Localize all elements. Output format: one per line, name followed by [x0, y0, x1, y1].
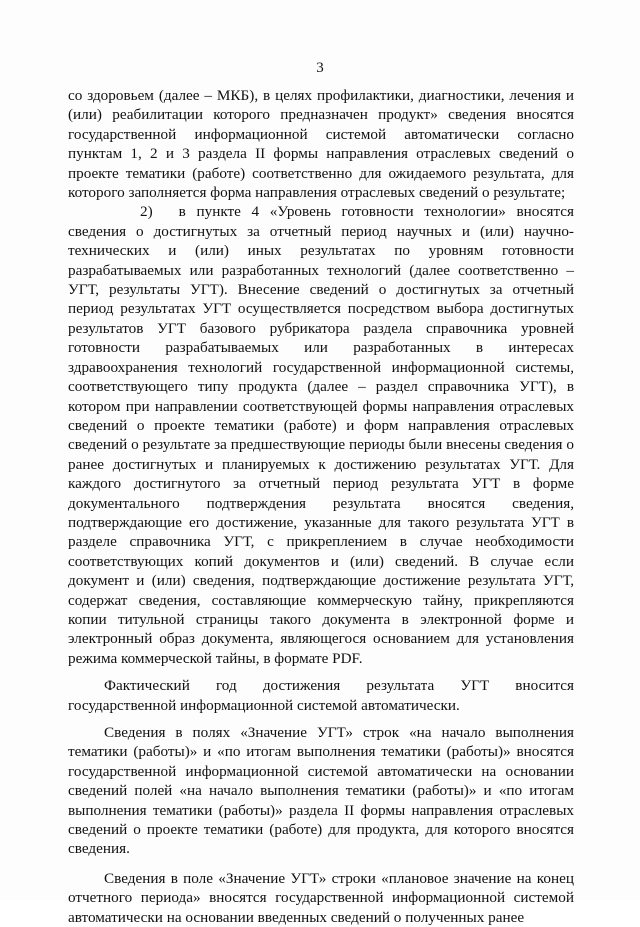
paragraph-ugt-values: Сведения в полях «Значение УГТ» строк «на начало выполнения тематики (работы)» и «по итогам выполнения тематики (работы)» вносятся государственной информационной системой автоматически на основании сведений полей «на начало выполнения тематики (работы)» и «по итогам выполнения тематики (работы)» раздела II формы направления отраслевых сведений о проекте тематики (работе) для продукта, для которого вносятся сведения.	[68, 724, 574, 858]
list-item-text: в пункте 4 «Уровень готовности технологии» вносятся сведения о достигнутых за отчетный период научных и (или) научно-технических и (или) иных результатах по уровням готовности разрабатываемых или разработанных технологий (далее соответственно – УГТ, результаты УГТ). Внесение сведений о достигнутых за отчетный период результатах УГТ осуществляется посредством выбора достигнутых результатов УГТ базового рубрикатора раздела справочника уровней готовности разрабатываемых или разработанных в интересах здравоохранения технологий государственной информационной системы, соответствующего типу продукта (далее – раздел справочника УГТ), в котором при направлении соответствующей формы направления отраслевых сведений о проекте тематики (работе) и форм направления отраслевых сведений о результате за предшествующие периоды были внесены сведения о ранее достигнутых и планируемых к достижению результатах УГТ. Для каждого достигнутого за отчетный период результата УГТ в форме документального подтверждения результата вносятся сведения, подтверждающие его достижение, указанные для такого результата УГТ в разделе справочника УГТ, с прикреплением в случае необходимости соответствующих копий документов и (или) сведений. В случае если документ и (или) сведения, подтверждающие достижение результата УГТ, содержат сведения, составляющие коммерческую тайну, прикрепляются копии титульной страницы такого документа в электронной форме и электронный образ документа, являющегося основанием для установления режима коммерческой тайны, в формате PDF.	[68, 203, 574, 667]
page-number: 3	[316, 60, 324, 76]
paragraph-continuation: со здоровьем (далее – МКБ), в целях профилактики, диагностики, лечения и (или) реабилитации которого предназначен продукт» сведения вносятся государственной информационной системой автоматически согласно пунктам 1, 2 и 3 раздела II формы направления отраслевых сведений о проекте тематики (работе) соответственно для ожидаемого результата, для которого заполняется форма направления отраслевых сведений о результате;	[68, 87, 574, 202]
paragraph-planned-value: Сведения в поле «Значение УГТ» строки «плановое значение на конец отчетного периода» вносятся государственной информационной системой автоматически на основании введенных сведений о полученных ранее	[68, 869, 574, 926]
document-body	[68, 86, 574, 927]
list-item-2	[68, 202, 574, 668]
list-item-number: 2)	[140, 203, 153, 221]
paragraph-actual-year: Фактический год достижения результата УГТ вносится государственной информационной системой автоматически.	[68, 677, 574, 714]
